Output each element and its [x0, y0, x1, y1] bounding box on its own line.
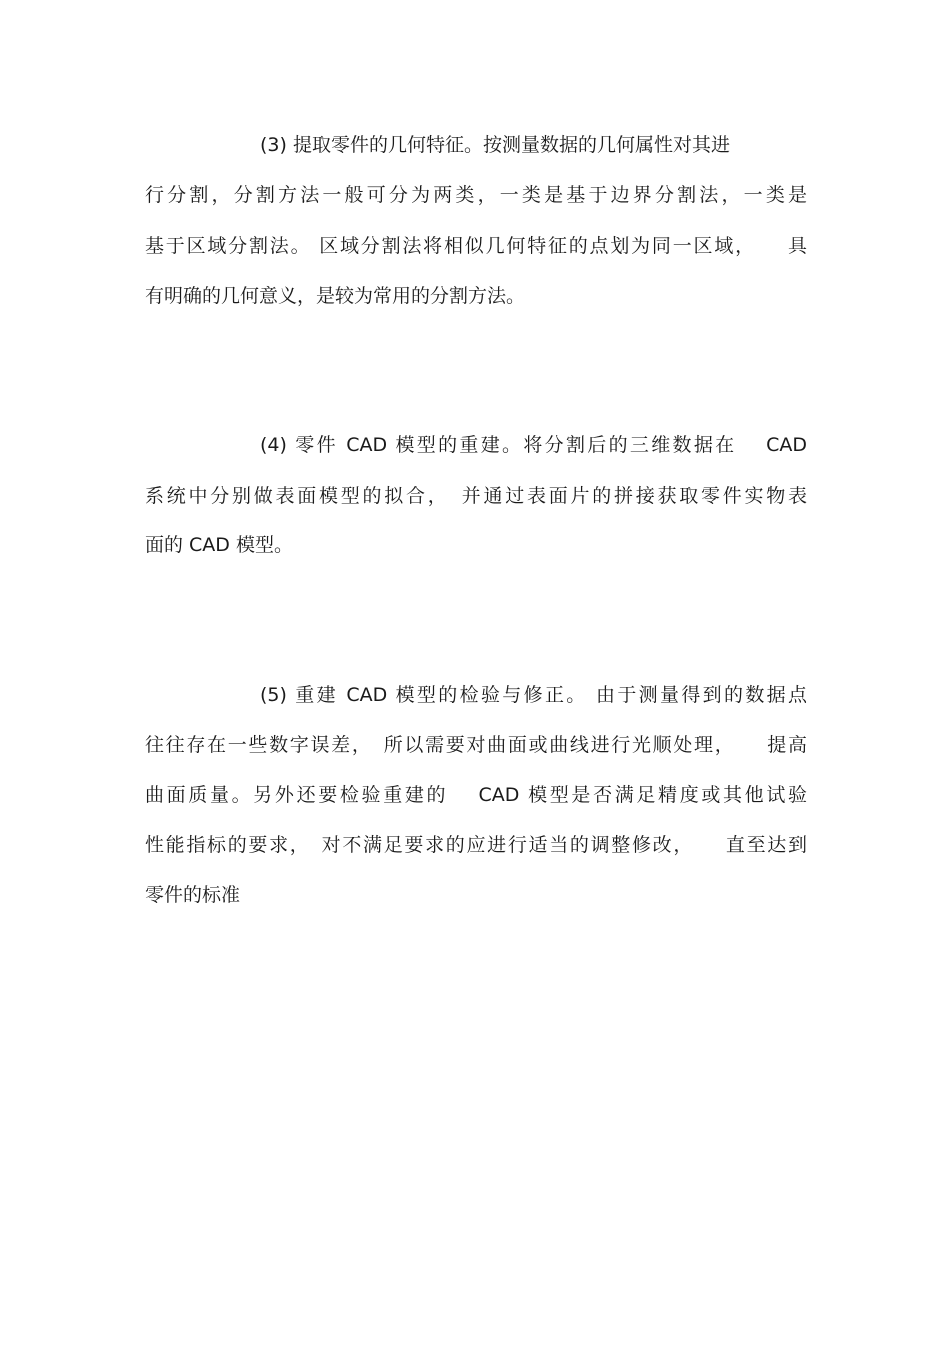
- paragraph-5-line-3: 曲面质量。另外还要检验重建的 CAD 模型是否满足精度或其他试验: [145, 784, 807, 806]
- paragraph-4-line-2: 系统中分别做表面模型的拟合， 并通过表面片的拼接获取零件实物表: [145, 485, 807, 507]
- paragraph-4-line-1: (4) 零件 CAD 模型的重建。将分割后的三维数据在 CAD: [260, 434, 807, 456]
- paragraph-4-line-3: 面的 CAD 模型。: [145, 534, 293, 556]
- paragraph-3-line-2: 行分割，分割方法一般可分为两类，一类是基于边界分割法，一类是: [145, 184, 807, 206]
- paragraph-3-line-4: 有明确的几何意义，是较为常用的分割方法。: [145, 285, 526, 307]
- paragraph-5-line-1: (5) 重建 CAD 模型的检验与修正。 由于测量得到的数据点: [260, 684, 807, 706]
- paragraph-5-line-4: 性能指标的要求， 对不满足要求的应进行适当的调整修改， 直至达到: [145, 834, 807, 856]
- paragraph-3-line-3: 基于区域分割法。 区域分割法将相似几何特征的点划为同一区域， 具: [145, 235, 807, 257]
- paragraph-3-line-1: (3) 提取零件的几何特征。按测量数据的几何属性对其进: [260, 134, 730, 156]
- paragraph-5-line-5: 零件的标准: [145, 884, 241, 906]
- paragraph-5-line-2: 往往存在一些数字误差， 所以需要对曲面或曲线进行光顺处理， 提高: [145, 734, 807, 756]
